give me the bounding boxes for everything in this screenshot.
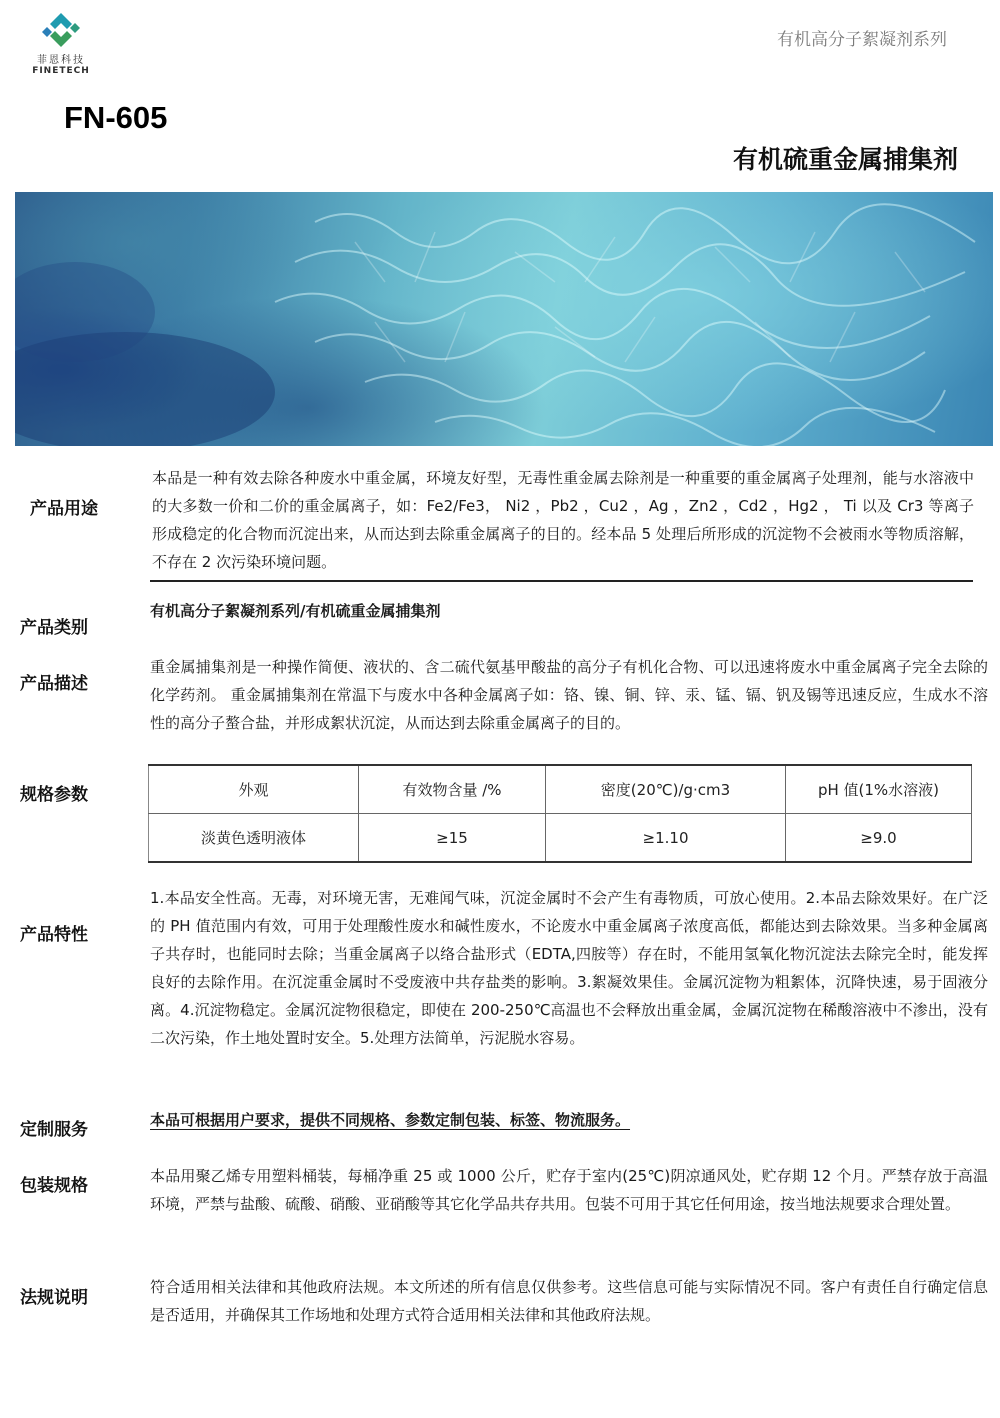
spec-value-content: ≥15 — [359, 814, 546, 863]
spec-header-content: 有效物含量 /% — [359, 765, 546, 814]
section-label-category: 产品类别 — [20, 618, 88, 638]
section-label-packaging: 包装规格 — [20, 1176, 88, 1196]
water-caustics-texture — [15, 192, 993, 446]
logo-chinese-name: 菲恩科技 — [37, 55, 85, 66]
section-label-spec: 规格参数 — [20, 785, 88, 805]
product-series-header: 有机高分子絮凝剂系列 — [777, 30, 947, 50]
section-label-legal: 法规说明 — [20, 1288, 88, 1308]
spec-header-ph: pH 值(1%水溶液) — [786, 765, 972, 814]
spec-value-appearance: 淡黄色透明液体 — [149, 814, 359, 863]
spec-header-appearance: 外观 — [149, 765, 359, 814]
section-label-description: 产品描述 — [20, 674, 88, 694]
product-model: FN-605 — [64, 100, 168, 135]
product-name: 有机硫重金属捕集剂 — [732, 145, 958, 174]
logo-english-name: FINETECH — [32, 66, 90, 76]
category-text: 有机高分子絮凝剂系列/有机硫重金属捕集剂 — [150, 602, 441, 620]
spec-table — [148, 764, 972, 863]
usage-text: 本品是一种有效去除各种废水中重金属，环境友好型，无毒性重金属去除剂是一种重要的重金属离子处理剂，能与水溶液中的大多数一价和二价的重金属离子，如：Fe2/Fe3， Ni2 ，Pb2 ，Cu2 ，Ag ，Zn2 ，Cd2 ，Hg2 ， Ti 以及 Cr3 等离子形成稳定的化合物而沉淀出来，从而达到去除重金属离子的目的。经本品 5 处理后所形成的沉淀物不会被雨水等物质溶解，不存在 2 次污染环境问题。 — [152, 469, 974, 571]
section-label-custom: 定制服务 — [20, 1120, 88, 1140]
section-divider — [150, 580, 973, 582]
finetech-logo-icon — [41, 10, 81, 50]
water-banner-image — [15, 192, 993, 446]
spec-value-ph: ≥9.0 — [786, 814, 972, 863]
features-text: 1.本品安全性高。无毒，对环境无害，无难闻气味，沉淀金属时不会产生有毒物质，可放心使用。2.本品去除效果好。在广泛的 PH 值范围内有效，可用于处理酸性废水和碱性废水，不论废水中重金属离子浓度高低，都能达到去除效果。当多种金属离子共存时，也能同时去除；当重金属离子以络合盐形式（EDTA,四胺等）存在时，不能用氢氧化物沉淀法去除完全时，能发挥良好的去除作用。在沉淀重金属时不受废液中共存盐类的影响。3.絮凝效果佳。金属沉淀物为粗絮体，沉降快速，易于固液分离。4.沉淀物稳定。金属沉淀物很稳定，即使在 200-250℃高温也不会释放出重金属，金属沉淀物在稀酸溶液中不渗出，没有二次污染，作土地处置时安全。5.处理方法简单，污泥脱水容易。 — [150, 889, 988, 1047]
company-logo — [26, 10, 96, 82]
spec-table-value-row — [149, 814, 972, 863]
packaging-text: 本品用聚乙烯专用塑料桶装，每桶净重 25 或 1000 公斤，贮存于室内(25℃)阴凉通风处，贮存期 12 个月。严禁存放于高温环境，严禁与盐酸、硫酸、硝酸、亚硝酸等其它化学品共存共用。包装不可用于其它任何用途，按当地法规要求合理处置。 — [150, 1167, 988, 1213]
legal-text: 符合适用相关法律和其他政府法规。本文所述的所有信息仅供参考。这些信息可能与实际情况不同。客户有责任自行确定信息是否适用，并确保其工作场地和处理方式符合适用相关法律和其他政府法规。 — [150, 1278, 988, 1324]
section-label-features: 产品特性 — [20, 925, 88, 945]
section-label-usage: 产品用途 — [30, 499, 98, 519]
spec-header-density: 密度(20℃)/g·cm3 — [546, 765, 786, 814]
spec-value-density: ≥1.10 — [546, 814, 786, 863]
custom-text: 本品可根据用户要求，提供不同规格、参数定制包装、标签、物流服务。 — [150, 1111, 631, 1129]
spec-table-header-row — [149, 765, 972, 814]
description-text: 重金属捕集剂是一种操作简便、液状的、含二硫代氨基甲酸盐的高分子有机化合物、可以迅速将废水中重金属离子完全去除的化学药剂。 重金属捕集剂在常温下与废水中各种金属离子如：铬、镍、铜、锌、汞、锰、镉、钒及锡等迅速反应，生成水不溶性的高分子螯合盐，并形成絮状沉淀，从而达到去除重金属离子的目的。 — [150, 658, 988, 732]
